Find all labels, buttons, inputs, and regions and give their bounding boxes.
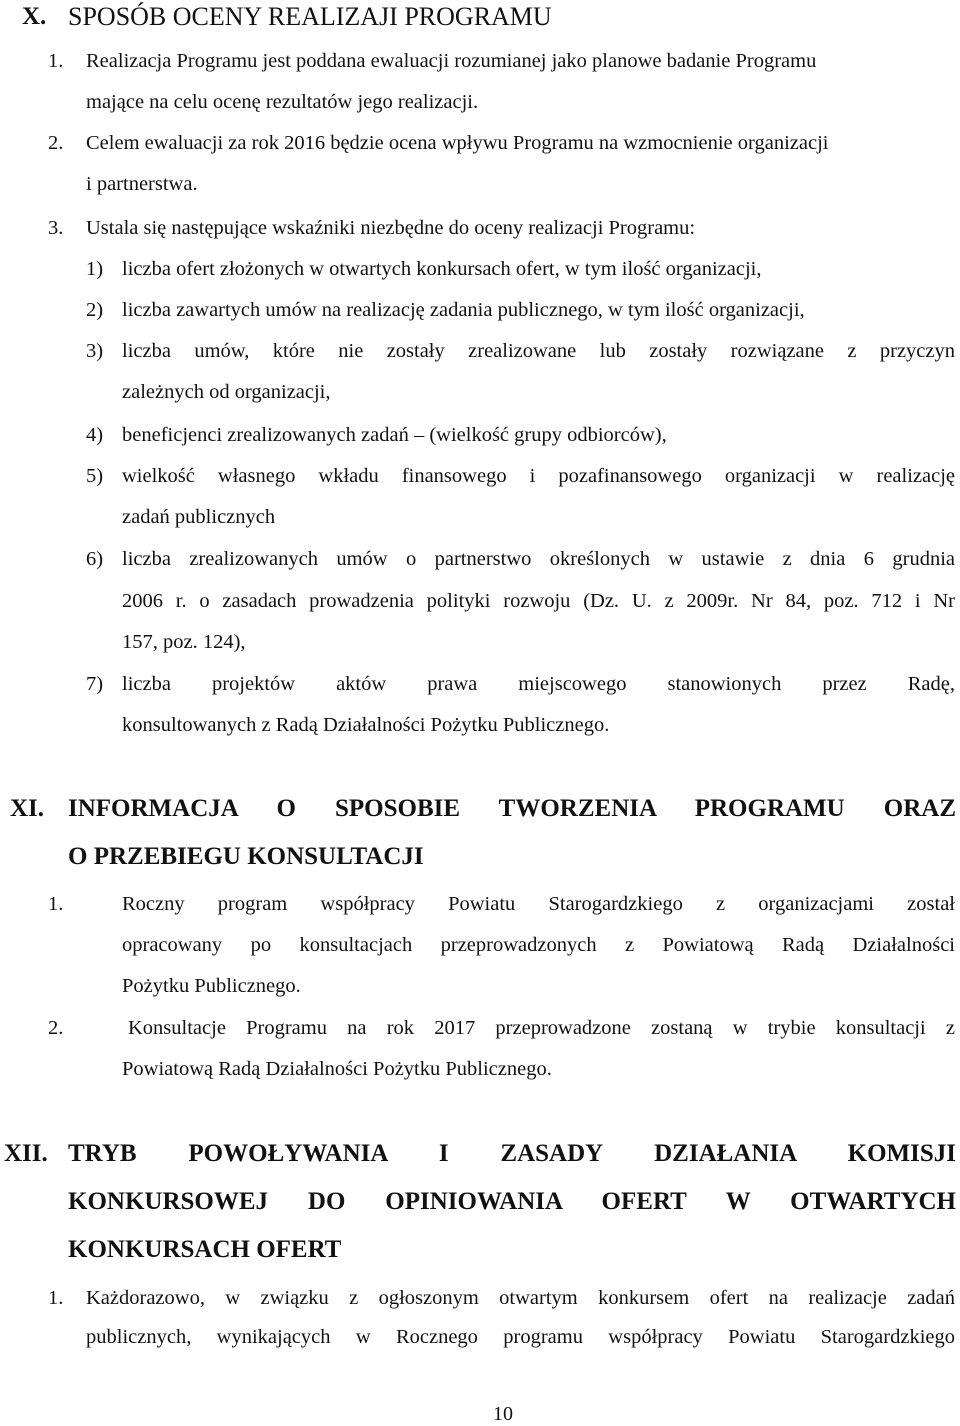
indicator-number: 7) — [86, 673, 104, 695]
section-xii-title-line-2: KONKURSOWEJ DO OPINIOWANIA OFERT W OTWARTYCH — [68, 1188, 956, 1215]
section-xi-title-line-2: O PRZEBIEGU KONSULTACJI — [68, 843, 424, 870]
section-xi-item-number: 2. — [48, 1017, 64, 1039]
indicator-number: 2) — [86, 299, 104, 321]
indicator-7-line-1: liczba projektów aktów prawa miejscowego stanowionych przez Radę, — [122, 673, 955, 695]
section-xii-item-1-line-1: Każdorazowo, w związku z ogłoszonym otwartym konkursem ofert na realizacje zadań — [86, 1287, 955, 1309]
section-x-title: SPOSÓB OCENY REALIZAJI PROGRAMU — [68, 2, 552, 31]
section-x-item-number: 3. — [48, 217, 64, 239]
section-xii-number: XII. — [4, 1140, 48, 1167]
section-xi-item-1-line-2: opracowany po konsultacjach przeprowadzonych z Powiatową Radą Działalności — [122, 934, 955, 956]
indicator-6-line-1: liczba zrealizowanych umów o partnerstwo określonych w ustawie z dnia 6 grudnia — [122, 548, 955, 570]
section-xi-item-1-line-3: Pożytku Publicznego. — [122, 975, 301, 997]
page-number: 10 — [493, 1403, 513, 1425]
section-xii-item-number: 1. — [48, 1287, 64, 1309]
indicator-number: 4) — [86, 424, 104, 446]
section-xi-item-2-line-1: Konsultacje Programu na rok 2017 przeprowadzone zostaną w trybie konsultacji z — [128, 1017, 955, 1039]
section-xii-title-line-3: KONKURSACH OFERT — [68, 1236, 342, 1263]
section-x-item-1-line-1: Realizacja Programu jest poddana ewaluacji rozumianej jako planowe badanie Programu — [86, 50, 817, 72]
indicator-6-line-2: 2006 r. o zasadach prowadzenia polityki rozwoju (Dz. U. z 2009r. Nr 84, poz. 712 i Nr — [122, 590, 955, 612]
indicator-number: 1) — [86, 258, 104, 280]
section-x-item-3-line-1: Ustala się następujące wskaźniki niezbędne do oceny realizacji Programu: — [86, 217, 696, 239]
indicator-1-line-1: liczba ofert złożonych w otwartych konkursach ofert, w tym ilość organizacji, — [122, 258, 762, 280]
section-x-item-1-line-2: mające na celu ocenę rezultatów jego realizacji. — [86, 91, 479, 113]
section-xi-number: XI. — [10, 795, 45, 822]
section-x-item-2-line-1: Celem ewaluacji za rok 2016 będzie ocena wpływu Programu na wzmocnienie organizacji — [86, 132, 829, 154]
section-xi-item-number: 1. — [48, 893, 64, 915]
indicator-3-line-2: zależnych od organizacji, — [122, 381, 331, 403]
indicator-2-line-1: liczba zawartych umów na realizację zadania publicznego, w tym ilość organizacji, — [122, 299, 805, 321]
indicator-4-line-1: beneficjenci zrealizowanych zadań – (wielkość grupy odbiorców), — [122, 424, 667, 446]
indicator-7-line-2: konsultowanych z Radą Działalności Pożytku Publicznego. — [122, 714, 610, 736]
indicator-5-line-2: zadań publicznych — [122, 506, 276, 528]
section-xii-item-1-line-2: publicznych, wynikających w Rocznego programu współpracy Powiatu Starogardzkiego — [86, 1326, 955, 1348]
section-xi-item-2-line-2: Powiatową Radą Działalności Pożytku Publicznego. — [122, 1058, 552, 1080]
indicator-number: 6) — [86, 548, 104, 570]
section-xii-title-line-1: TRYB POWOŁYWANIA I ZASADY DZIAŁANIA KOMISJI — [68, 1140, 956, 1167]
section-x-item-number: 2. — [48, 132, 64, 154]
section-x-number: X. — [22, 3, 47, 30]
indicator-6-line-3: 157, poz. 124), — [122, 631, 246, 653]
section-xi-item-1-line-1: Roczny program współpracy Powiatu Starogardzkiego z organizacjami został — [122, 893, 955, 915]
section-x-item-2-line-2: i partnerstwa. — [86, 173, 198, 195]
section-xi-title-line-1: INFORMACJA O SPOSOBIE TWORZENIA PROGRAMU ORAZ — [68, 795, 956, 822]
section-x-item-number: 1. — [48, 50, 64, 72]
indicator-number: 3) — [86, 340, 104, 362]
indicator-5-line-1: wielkość własnego wkładu finansowego i pozafinansowego organizacji w realizację — [122, 465, 955, 487]
indicator-number: 5) — [86, 465, 104, 487]
indicator-3-line-1: liczba umów, które nie zostały zrealizowane lub zostały rozwiązane z przyczyn — [122, 340, 955, 362]
